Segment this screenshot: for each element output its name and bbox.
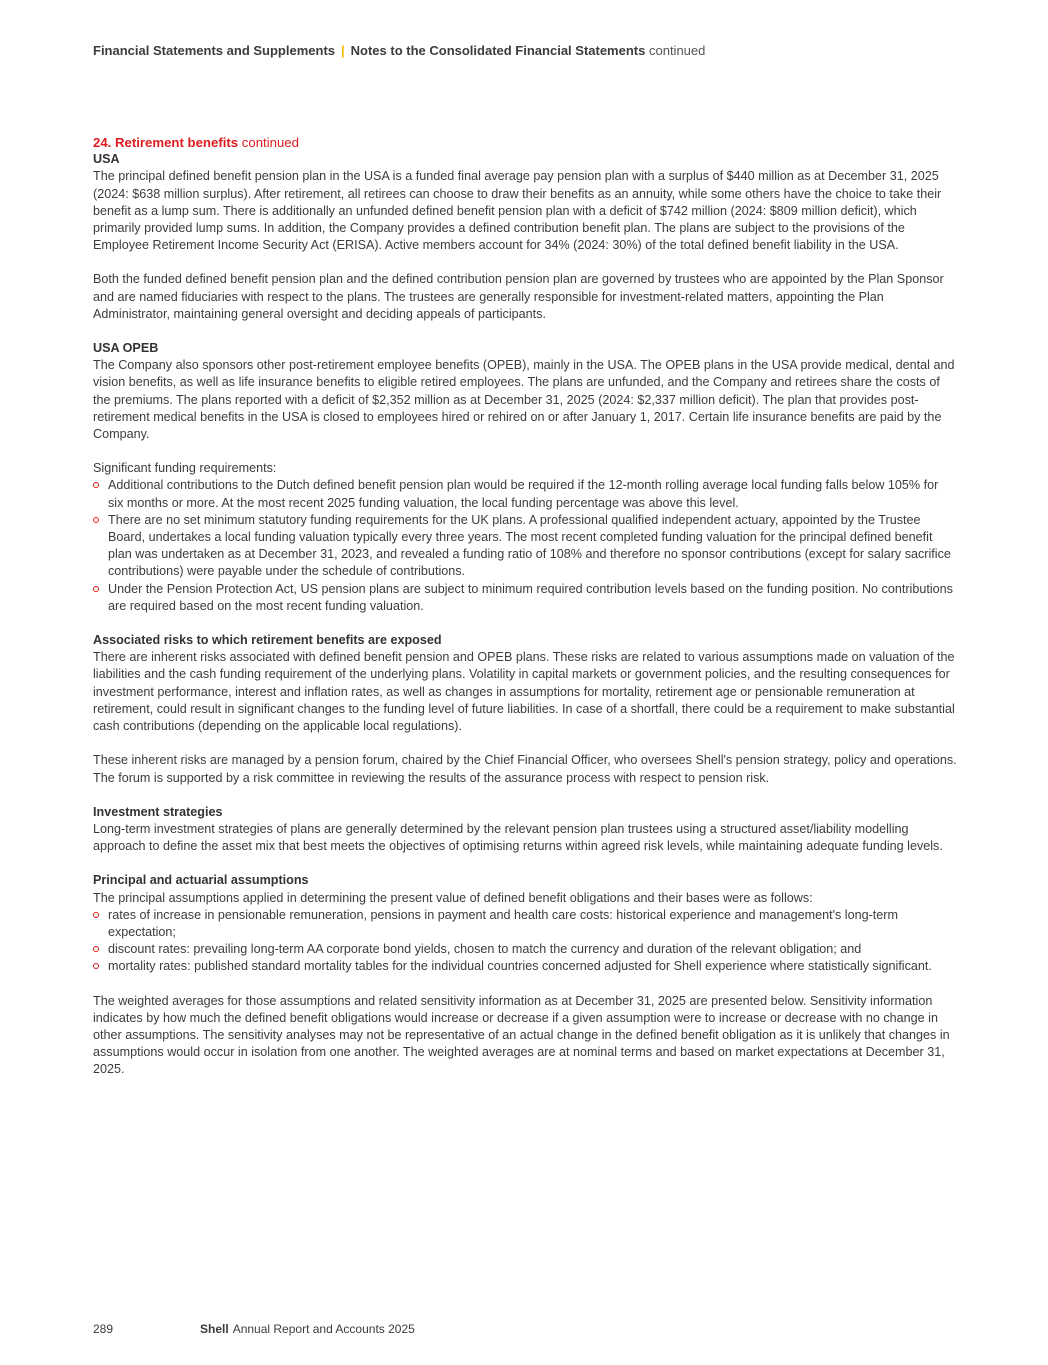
assumptions-heading: Principal and actuarial assumptions <box>93 873 309 888</box>
header-subsection: Notes to the Consolidated Financial Statements <box>350 43 646 58</box>
assumptions-intro: The principal assumptions applied in determining the present value of defined benefit obligations and their bases were as follows: <box>93 890 813 905</box>
header-continued: continued <box>648 43 706 58</box>
page-footer <box>93 1322 415 1336</box>
list-item: Additional contributions to the Dutch defined benefit pension plan would be required if the 12-month rolling average local funding falls below 105% for six months or more. At the most recent 2025 funding valuation, the local funding percentage was above this level. <box>93 477 957 511</box>
usa-paragraph-1: The principal defined benefit pension plan in the USA is a funded final average pay pension plan with a surplus of $440 million as at December 31, 2025 (2024: $638 million surplus). After retirement, all retirees can choose to draw their benefits as an annuity, while some others have the choice to take their benefit as a lump sum. There is additionally an unfunded defined benefit pension plan with a deficit of $742 million (2024: $809 million deficit), which primarily provided lump sums. In addition, the Company provides a defined contribution benefit plan. The plans are subject to the provisions of the Employee Retirement Income Security Act (ERISA). Active members account for 34% (2024: 30%) of the total defined benefit liability in the USA. <box>93 169 942 253</box>
assumptions-list <box>93 907 957 976</box>
usa-heading: USA <box>93 152 120 167</box>
investment-paragraph: Long-term investment strategies of plans are generally determined by the relevant pension plan trustees using a structured asset/liability modelling approach to define the asset mix that best meets the objectives of optimising returns within agreed risk levels, while maintaining adequate funding levels. <box>93 821 943 854</box>
page-body <box>93 134 957 1079</box>
risks-heading: Associated risks to which retirement benefits are exposed <box>93 633 442 648</box>
funding-list <box>93 477 957 615</box>
header-section: Financial Statements and Supplements <box>93 43 335 58</box>
list-item: rates of increase in pensionable remuneration, pensions in payment and health care costs: historical experience and management's long-term expectation; <box>93 907 957 941</box>
page-number: 289 <box>93 1322 114 1336</box>
risks-paragraph-1: There are inherent risks associated with defined benefit pension and OPEB plans. These risks are related to various assumptions made on valuation of the liabilities and the cash funding requirement of the underlying plans. Volatility in capital markets or government policies, and the resulting consequences for investment performance, interest and inflation rates, as well as changes in assumptions for mortality, retirement age or pensionable remuneration at retirement, could result in significant changes to the funding level of future liabilities. In case of a shortfall, there could be a requirement to make substantial cash contributions (depending on the applicable local regulations). <box>93 650 955 734</box>
risks-paragraph-2: These inherent risks are managed by a pension forum, chaired by the Chief Financial Officer, who oversees Shell's pension strategy, policy and operations. The forum is supported by a risk committee in reviewing the results of the assurance process with respect to pension risk. <box>93 753 957 785</box>
footer-report-title: Annual Report and Accounts 2025 <box>232 1322 415 1336</box>
list-item: There are no set minimum statutory funding requirements for the UK plans. A professional qualified independent actuary, appointed by the Trustee Board, undertakes a local funding valuation typically every three years. The most recent completed funding valuation for the principal defined benefit plan was undertaken as at December 31, 2023, and revealed a funding ratio of 108% and therefore no sponsor contributions (except for salary sacrifice contributions) were payable under the schedule of contributions. <box>93 512 957 581</box>
opeb-paragraph: The Company also sponsors other post-retirement employee benefits (OPEB), mainly in the USA. The OPEB plans in the USA provide medical, dental and vision benefits, as well as life insurance benefits to eligible retired employees. The plans are unfunded, and the Company and retirees share the costs of the premiums. The plans reported with a deficit of $2,352 million as at December 31, 2025 (2024: $2,337 million deficit). The plan that provides post-retirement medical benefits in the USA is closed to employees hired or rehired on or after January 1, 2017. Certain life insurance benefits are paid by the Company. <box>93 358 955 442</box>
note-title-continued: continued <box>241 135 299 150</box>
list-item: discount rates: prevailing long-term AA corporate bond yields, chosen to match the currency and duration of the relevant obligation; and <box>93 941 957 958</box>
investment-heading: Investment strategies <box>93 804 223 819</box>
header-separator: | <box>341 43 345 58</box>
assumptions-paragraph-2: The weighted averages for those assumptions and related sensitivity information as at December 31, 2025 are presented below. Sensitivity information indicates by how much the defined benefit obligations would increase or decrease if a given assumption were to increase or decrease with no change in other assumptions. The sensitivity analyses may not be representative of an actual change in the defined benefit obligation as it is unlikely that changes in assumptions would occur in isolation from one another. The weighted averages are at nominal terms and based on market expectations at December 31, 2025. <box>93 993 950 1077</box>
note-title-text: 24. Retirement benefits <box>93 135 239 150</box>
funding-heading: Significant funding requirements: <box>93 461 277 476</box>
footer-brand: Shell <box>200 1322 229 1336</box>
list-item: mortality rates: published standard mortality tables for the individual countries concerned adjusted for Shell experience where statistically significant. <box>93 958 957 975</box>
opeb-heading: USA OPEB <box>93 341 159 356</box>
list-item: Under the Pension Protection Act, US pension plans are subject to minimum required contribution levels based on the funding position. No contributions are required based on the most recent funding valuation. <box>93 581 957 615</box>
note-title <box>93 134 957 151</box>
usa-paragraph-2: Both the funded defined benefit pension plan and the defined contribution pension plan are governed by trustees who are appointed by the Plan Sponsor and are named fiduciaries with respect to the plans. The trustees are generally responsible for investment-related matters, appointing the Plan Administrator, maintaining general oversight and deciding appeals of participants. <box>93 272 944 321</box>
running-header <box>93 43 705 58</box>
